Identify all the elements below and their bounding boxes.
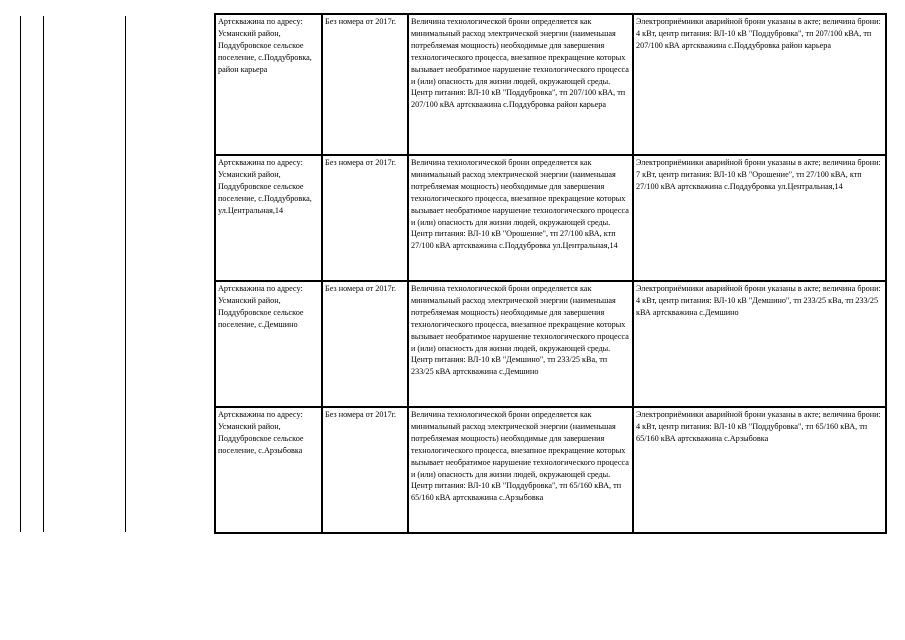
left-column-rule-2 [43, 16, 44, 532]
object-address-cell: Артскважина по адресу: Усманский район, Поддубровское сельское поселение, с.Арзыбовка [215, 407, 322, 533]
object-address-cell: Артскважина по адресу: Усманский район, Поддубровское сельское поселение, с.Поддубровка, район карьера [215, 14, 322, 155]
document-number-cell: Без номера от 2017г. [322, 155, 408, 281]
left-column-rule-3 [125, 16, 126, 532]
object-address-cell: Артскважина по адресу: Усманский район, Поддубровское сельское поселение, с.Поддубровка, ул.Центральная,14 [215, 155, 322, 281]
object-address-cell: Артскважина по адресу: Усманский район, Поддубровское сельское поселение, с.Демшино [215, 281, 322, 407]
emergency-reserve-cell: Электроприёмники аварийной брони указаны в акте; величина брони: 4 кВт, центр питания: ВЛ-10 кВ "Поддубровка", тп 65/160 кВА, тп 65/160 кВА артскважина с.Арзыбовка [633, 407, 886, 533]
table-row [215, 155, 886, 281]
left-column-rule-1 [20, 16, 21, 532]
tech-reserve-description-cell: Величина технологической брони определяется как минимальный расход электрической энергии (наименьшая потребляемая мощность) необходимые для завершения технологического процесса, внезапное прекращение которых вызывает необратимое нарушение технологического процесса и (или) опасность для жизни людей, окружающей среды. Центр питания: ВЛ-10 кВ "Демшино", тп 233/25 кВа, тп 233/25 кВА артскважина с.Демшино [408, 281, 633, 407]
table-row [215, 407, 886, 533]
table-row [215, 281, 886, 407]
document-number-cell: Без номера от 2017г. [322, 407, 408, 533]
emergency-reserve-cell: Электроприёмники аварийной брони указаны в акте; величина брони: 7 кВт, центр питания: ВЛ-10 кВ "Орошение", тп 27/100 кВА, ктп 27/100 кВА артскважина с.Поддубровка ул.Центральная,14 [633, 155, 886, 281]
tech-reserve-description-cell: Величина технологической брони определяется как минимальный расход электрической энергии (наименьшая потребляемая мощность) необходимые для завершения технологического процесса, внезапное прекращение которых вызывает необратимое нарушение технологического процесса и (или) опасность для жизни людей, окружающей среды. Центр питания: ВЛ-10 кВ "Поддубровка", тп 65/160 кВА, тп 65/160 кВА артскважина с.Арзыбовка [408, 407, 633, 533]
tech-reserve-table [214, 13, 887, 534]
document-number-cell: Без номера от 2017г. [322, 281, 408, 407]
table-row [215, 14, 886, 155]
tech-reserve-description-cell: Величина технологической брони определяется как минимальный расход электрической энергии (наименьшая потребляемая мощность) необходимые для завершения технологического процесса, внезапное прекращение которых вызывает необратимое нарушение технологического процесса и (или) опасность для жизни людей, окружающей среды. Центр питания: ВЛ-10 кВ "Поддубровка", тп 207/100 кВА, тп 207/100 кВА артскважина с.Поддубровка район карьера [408, 14, 633, 155]
emergency-reserve-cell: Электроприёмники аварийной брони указаны в акте; величина брони: 4 кВт, центр питания: ВЛ-10 кВ "Поддубровка", тп 207/100 кВА, тп 207/100 кВА артскважина с.Поддубровка район карьера [633, 14, 886, 155]
document-number-cell: Без номера от 2017г. [322, 14, 408, 155]
emergency-reserve-cell: Электроприёмники аварийной брони указаны в акте; величина брони: 4 кВт, центр питания: ВЛ-10 кВ "Демшино", тп 233/25 кВа, тп 233/25 кВА артскважина с.Демшино [633, 281, 886, 407]
tech-reserve-description-cell: Величина технологической брони определяется как минимальный расход электрической энергии (наименьшая потребляемая мощность) необходимые для завершения технологического процесса, внезапное прекращение которых вызывает необратимое нарушение технологического процесса и (или) опасность для жизни людей, окружающей среды. Центр питания: ВЛ-10 кВ "Орошение", тп 27/100 кВА, ктп 27/100 кВА артскважина с.Поддубровка ул.Центральная,14 [408, 155, 633, 281]
